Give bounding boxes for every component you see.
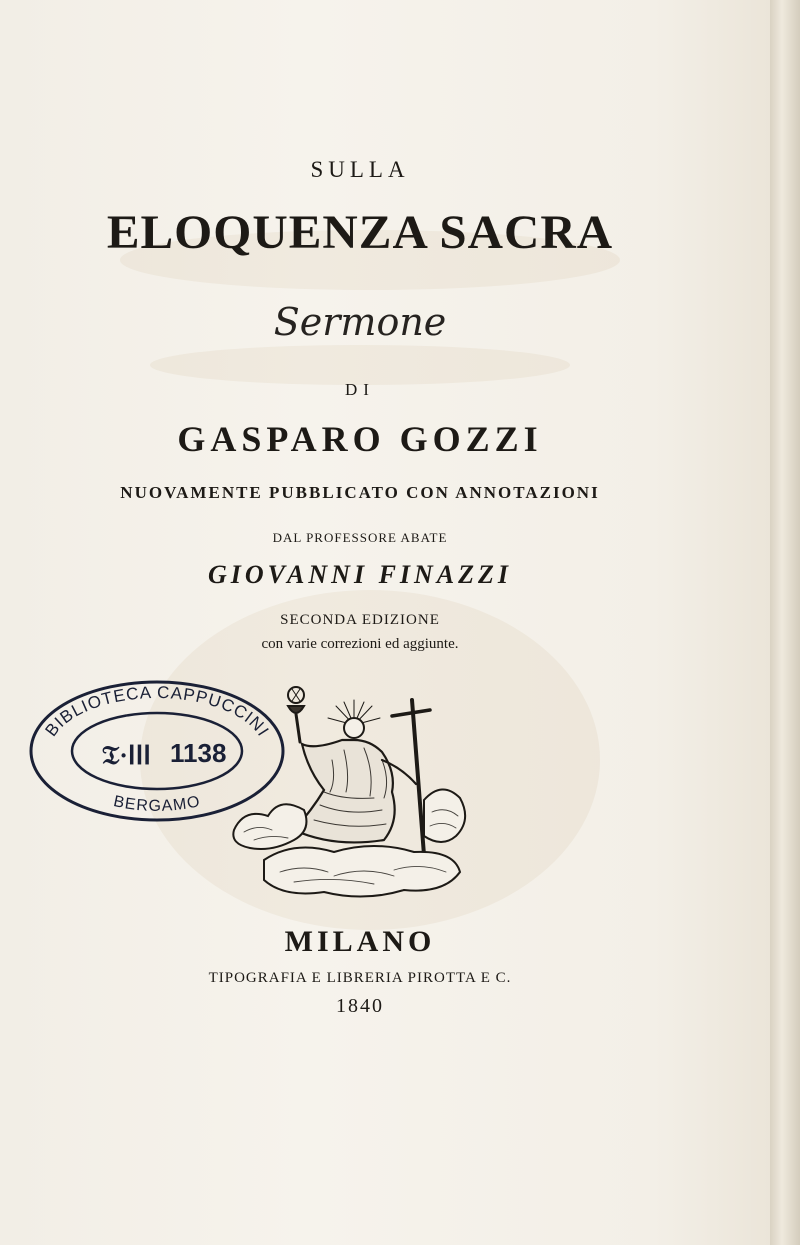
by-label: DI bbox=[345, 380, 375, 399]
book-subtitle: Sermone bbox=[273, 300, 447, 344]
bleed-through bbox=[150, 345, 570, 385]
edition-note: con varie correzioni ed aggiunte. bbox=[261, 636, 459, 652]
page-edge bbox=[770, 0, 800, 1245]
svg-text:BIBLIOTECA CAPPUCCINI: BIBLIOTECA CAPPUCCINI bbox=[41, 682, 273, 740]
religion-allegory-engraving bbox=[224, 680, 472, 905]
book-title: ELOQUENZA SACRA bbox=[106, 206, 614, 259]
publication-year: 1840 bbox=[336, 995, 384, 1017]
annotation-line: NUOVAMENTE PUBBLICATO CON ANNOTAZIONI bbox=[120, 483, 600, 502]
editor-name: GIOVANNI FINAZZI bbox=[207, 560, 513, 589]
svg-text:𝔗·ⅠⅠⅠ: 𝔗·ⅠⅠⅠ bbox=[102, 741, 151, 770]
edition-label: SECONDA EDIZIONE bbox=[280, 612, 440, 628]
printer-name: TIPOGRAFIA E LIBRERIA PIROTTA E C. bbox=[208, 970, 512, 986]
publication-city: MILANO bbox=[284, 925, 436, 958]
author-name: GASPARO GOZZI bbox=[177, 419, 543, 459]
svg-text:1138: 1138 bbox=[170, 738, 227, 768]
svg-text:BERGAMO: BERGAMO bbox=[111, 793, 203, 815]
editor-prefix: DAL PROFESSORE ABATE bbox=[272, 530, 448, 545]
title-prefix: SULLA bbox=[310, 157, 410, 182]
